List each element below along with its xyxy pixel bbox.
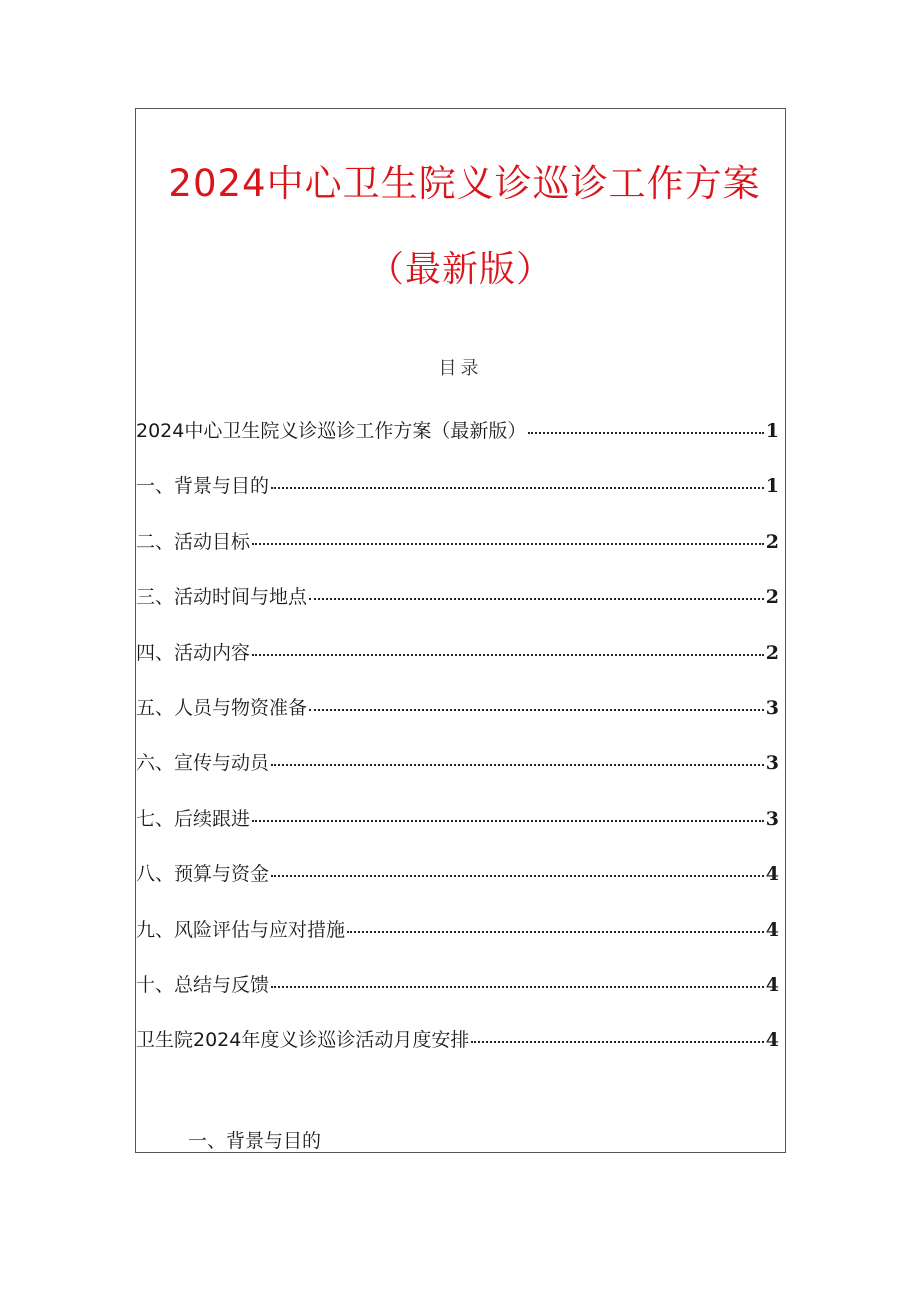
toc-dot-leader xyxy=(471,1041,763,1043)
toc-entry-page: 3 xyxy=(765,696,779,719)
toc-entry[interactable] xyxy=(136,582,779,637)
toc-entry-label: 六、宣传与动员 xyxy=(136,752,270,775)
toc-entry[interactable] xyxy=(136,804,779,859)
toc-entry-label: 一、背景与目的 xyxy=(136,475,270,498)
toc-dot-leader xyxy=(271,764,764,766)
toc-dot-leader xyxy=(309,709,764,711)
toc-entry-label: 卫生院2024年度义诊巡诊活动月度安排 xyxy=(136,1029,470,1052)
section-heading: 一、背景与目的 xyxy=(188,1130,322,1152)
toc-dot-leader xyxy=(271,986,764,988)
toc-entry-label: 2024中心卫生院义诊巡诊工作方案（最新版） xyxy=(136,420,527,442)
toc-dot-leader xyxy=(252,543,764,545)
toc-entry-label: 七、后续跟进 xyxy=(136,807,251,830)
toc-entry[interactable] xyxy=(136,693,779,748)
toc-entry-page: 3 xyxy=(765,807,779,830)
toc-entry-label: 八、预算与资金 xyxy=(136,863,270,886)
toc-entry-page: 4 xyxy=(765,918,779,941)
toc-dot-leader xyxy=(347,931,764,933)
toc-entry-page: 2 xyxy=(765,586,779,609)
toc-entry-label: 三、活动时间与地点 xyxy=(136,586,308,609)
toc-entry[interactable] xyxy=(136,748,779,803)
toc-entry-label: 二、活动目标 xyxy=(136,530,251,553)
toc-entry[interactable] xyxy=(136,416,779,471)
toc-entry-label: 五、人员与物资准备 xyxy=(136,696,308,719)
table-of-contents xyxy=(136,416,779,1081)
toc-dot-leader xyxy=(252,820,764,822)
document-page xyxy=(135,108,786,1153)
toc-entry-page: 4 xyxy=(765,863,779,886)
toc-entry-page: 1 xyxy=(765,475,779,498)
toc-dot-leader xyxy=(528,432,763,434)
toc-entry-label: 四、活动内容 xyxy=(136,641,251,664)
toc-entry[interactable] xyxy=(136,915,779,970)
toc-entry-page: 1 xyxy=(765,420,779,442)
toc-heading: 目录 xyxy=(438,358,483,379)
toc-dot-leader xyxy=(271,487,764,489)
toc-dot-leader xyxy=(252,654,764,656)
toc-entry[interactable] xyxy=(136,859,779,914)
toc-entry-page: 2 xyxy=(765,530,779,553)
toc-entry-label: 十、总结与反馈 xyxy=(136,973,270,996)
toc-entry-label: 九、风险评估与应对措施 xyxy=(136,918,346,941)
document-title-edition: （最新版） xyxy=(367,249,553,290)
toc-entry-page: 4 xyxy=(765,1029,779,1052)
toc-entry[interactable] xyxy=(136,1025,779,1080)
toc-dot-leader xyxy=(271,875,764,877)
toc-entry-page: 2 xyxy=(765,641,779,664)
toc-entry[interactable] xyxy=(136,970,779,1025)
toc-entry[interactable] xyxy=(136,527,779,582)
toc-dot-leader xyxy=(309,598,764,600)
toc-entry-page: 4 xyxy=(765,973,779,996)
toc-entry[interactable] xyxy=(136,638,779,693)
document-title: 2024中心卫生院义诊巡诊工作方案 xyxy=(168,162,761,205)
toc-entry-page: 3 xyxy=(765,752,779,775)
toc-entry[interactable] xyxy=(136,471,779,526)
